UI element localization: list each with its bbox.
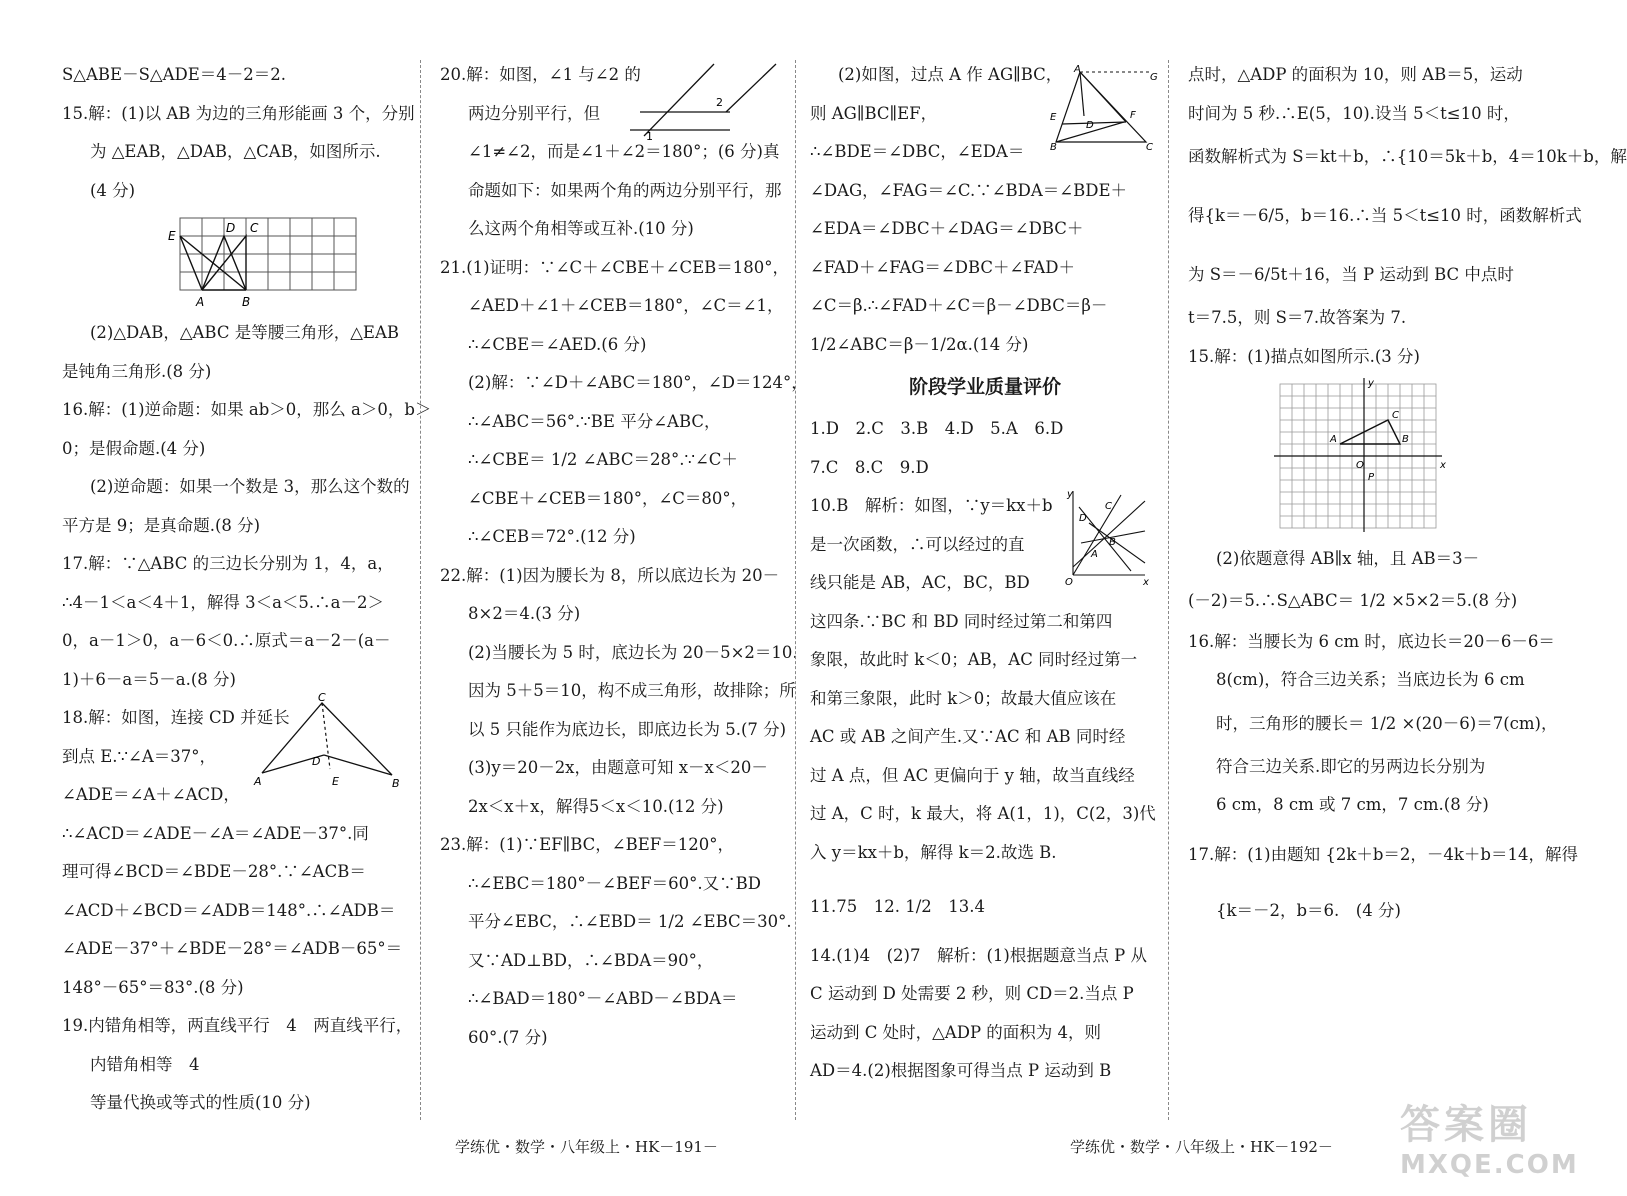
point-label: C (1105, 501, 1112, 512)
text-line: (2)解：∵∠D＋∠ABC＝180°，∠D＝124°， (468, 373, 808, 392)
text-line: 1.D 2.C 3.B 4.D 5.A 6.D (810, 419, 1064, 438)
point-label: B (1050, 142, 1057, 153)
text-line: ∠CBE＋∠CEB＝180°，∠C＝80°， (468, 488, 748, 508)
text-line: ∴∠BDE＝∠DBC，∠EDA＝ (810, 142, 1025, 161)
text-line: 22.解：(1)因为腰长为 8，所以底边长为 20－ (440, 565, 780, 585)
text-line: AD＝4.(2)根据图象可得当点 P 运动到 B (810, 1061, 1112, 1080)
text-line: 1)＋6－a＝5－a.(8 分) (62, 669, 236, 689)
text-line: 为 S＝－6/5t＋16，当 P 运动到 BC 中点时 (1188, 265, 1514, 284)
text-line: ∴∠ABC＝56°.∵BE 平分∠ABC， (468, 411, 721, 431)
text-line: 内错角相等 4 (90, 1054, 200, 1074)
text-line: 则 AG∥BC∥EF， (810, 103, 938, 123)
text-line: 和第三象限，此时 k＞0；故最大值应该在 (810, 688, 1117, 708)
text-line: ∴∠CBE＝ 1/2 ∠ABC＝28°.∵∠C＋ (468, 450, 738, 469)
text-line: 到点 E.∵∠A＝37°， (62, 746, 217, 766)
text-line: 时间为 5 秒.∴E(5，10).设当 5＜t≤10 时， (1188, 103, 1520, 123)
text-line: 平方是 9；是真命题.(8 分) (62, 515, 261, 535)
text-line: 以 5 只能作为底边长，即底边长为 5.(7 分) (468, 719, 787, 739)
column-2 (440, 56, 808, 1057)
point-label: A (1330, 434, 1337, 445)
section-heading: 阶段学业质量评价 (908, 376, 1061, 398)
point-label: F (1130, 110, 1136, 121)
triangle-figure-18 (252, 693, 402, 789)
point-label: G (1150, 72, 1158, 83)
text-line: 入 y＝kx＋b，解得 k＝2.故选 B. (810, 842, 1057, 862)
text-line: 等量代换或等式的性质(10 分) (90, 1093, 311, 1112)
text-line: 函数解析式为 S＝kt＋b，∴{10＝5k＋b，4＝10k＋b，解 (1188, 147, 1627, 166)
linear-function-figure (1065, 487, 1151, 587)
text-line: 是一次函数，∴可以经过的直 (810, 534, 1025, 554)
point-label: E (332, 775, 339, 788)
text-line: 16.解：当腰长为 6 cm 时，底边长＝20－6－6＝ (1188, 631, 1555, 651)
text-line: 这四条.∵BC 和 BD 同时经过第二和第四 (810, 611, 1113, 631)
point-label: E (168, 229, 176, 243)
text-line: ∠FAD＋∠FAG＝∠DBC＋∠FAD＋ (810, 257, 1076, 277)
watermark-url: MXQE.COM (1400, 1150, 1579, 1180)
text-line: 理可得∠BCD＝∠BDE－28°.∵∠ACB＝ (62, 862, 366, 881)
point-label: B (1109, 537, 1116, 548)
text-line: ∠ADE＝∠A＋∠ACD， (62, 785, 240, 804)
text-line: 16.解：(1)逆命题：如果 ab＞0，那么 a＞0，b＞ (62, 400, 432, 419)
text-line: C 运动到 D 处需要 2 秒，则 CD＝2.当点 P (810, 984, 1134, 1003)
watermark-text: 答案圈 (1400, 1102, 1532, 1148)
text-line: 23.解：(1)∵EF∥BC，∠BEF＝120°， (440, 835, 734, 854)
axis-label: y (1368, 378, 1374, 389)
text-line: 148°－65°＝83°.(8 分) (62, 977, 244, 997)
text-line: {k＝－2，b＝6. (4 分) (1216, 900, 1401, 920)
point-label: D (1086, 120, 1094, 131)
origin-label: O (1356, 460, 1364, 471)
page-footer-right: 学练优・数学・八年级上・HK－192－ (1070, 1138, 1333, 1156)
text-line: ∠DAG，∠FAG＝∠C.∵∠BDA＝∠BDE＋ (810, 180, 1128, 200)
text-line: (3)y＝20－2x，由题意可知 x－x＜20－ (468, 758, 768, 777)
triangle-figure-23 (1050, 64, 1160, 153)
text-line: 18.解：如图，连接 CD 并延长 (62, 708, 290, 727)
text-line: 时，三角形的腰长＝ 1/2 ×(20－6)＝7(cm)， (1216, 713, 1558, 733)
text-line: ∴∠BAD＝180°－∠ABD－∠BDA＝ (468, 989, 738, 1008)
text-line: 因为 5＋5＝10，构不成三角形，故排除；所 (468, 681, 796, 700)
text-line: ∠ADE－37°＋∠BDE－28°＝∠ADB－65°＝ (62, 939, 403, 958)
text-line: 线只能是 AB，AC，BC，BD (810, 573, 1030, 592)
text-line: (2)逆命题：如果一个数是 3，那么这个数的 (90, 477, 410, 496)
column-3 (810, 56, 1160, 1091)
text-line: 8(cm)，符合三边关系；当底边长为 6 cm (1216, 670, 1525, 689)
point-label: C (318, 691, 326, 704)
text-line: 符合三边关系.即它的另两边长分别为 (1216, 756, 1486, 776)
text-line: 21.(1)证明：∵∠C＋∠CBE＋∠CEB＝180°， (440, 257, 790, 277)
column-divider (420, 60, 421, 1120)
text-line: 运动到 C 处时，△ADP 的面积为 4，则 (810, 1022, 1102, 1042)
axis-label: y (1067, 489, 1073, 500)
text-line: (4 分) (90, 180, 136, 200)
text-line: ∴∠EBC＝180°－∠BEF＝60°.又∵BD (468, 873, 761, 893)
text-line: 平分∠EBC，∴∠EBD＝ 1/2 ∠EBC＝30°. (468, 912, 792, 931)
text-line: 11.75 12. 1/2 13.4 (810, 897, 986, 916)
text-line: 15.解：(1)以 AB 为边的三角形能画 3 个，分别 (62, 103, 415, 123)
text-line: ∠1≠∠2，而是∠1＋∠2＝180°；(6 分)真 (468, 142, 780, 161)
text-line: ∠ACD＋∠BCD＝∠ADB＝148°.∴∠ADB＝ (62, 900, 396, 920)
parallel-angles-figure (630, 64, 780, 144)
text-line: (2)△DAB，△ABC 是等腰三角形，△EAB (90, 323, 400, 342)
point-label: P (1368, 472, 1375, 483)
text-line: (2)如图，过点 A 作 AG∥BC， (838, 65, 1063, 84)
text-line: 两边分别平行，但 (468, 103, 600, 123)
coordinate-grid-figure (1188, 376, 1532, 540)
text-line: 14.(1)4 (2)7 解析：(1)根据题意当点 P 从 (810, 945, 1147, 965)
text-line: 点时，△ADP 的面积为 10，则 AB＝5，运动 (1188, 65, 1523, 84)
text-line: AC 或 AB 之间产生.又∵AC 和 AB 同时经 (810, 727, 1126, 746)
text-line: 象限，故此时 k＜0；AB，AC 同时经过第一 (810, 650, 1138, 669)
text-line: 命题如下：如果两个角的两边分别平行，那 (468, 180, 782, 200)
text-line: 1/2∠ABC＝β－1/2α.(14 分) (810, 334, 1029, 354)
text-line: 是钝角三角形.(8 分) (62, 361, 212, 381)
column-divider (1168, 60, 1169, 1120)
point-label: B (242, 295, 251, 309)
point-label: C (1146, 142, 1153, 153)
text-line: t＝7.5，则 S＝7.故答案为 7. (1188, 308, 1407, 327)
point-label: E (1050, 112, 1057, 123)
point-label: C (250, 221, 259, 235)
angle-label: 2 (716, 96, 723, 109)
text-line: 得{k＝－6/5，b＝16.∴当 5＜t≤10 时，函数解析式 (1188, 206, 1582, 225)
point-label: D (226, 221, 236, 235)
text-line: ∴∠ACD＝∠ADE－∠A＝∠ADE－37°.同 (62, 823, 369, 843)
text-line: 为 △EAB，△DAB，△CAB，如图所示. (90, 142, 381, 161)
point-label: A (1074, 64, 1081, 75)
text-line: 又∵AD⊥BD，∴∠BDA＝90°， (468, 950, 714, 970)
text-line: 2x＜x＋x，解得5＜x＜10.(12 分) (468, 796, 724, 816)
point-label: A (254, 775, 262, 788)
text-line: ∴∠CBE＝∠AED.(6 分) (468, 334, 647, 354)
text-line: 10.B 解析：如图，∵y＝kx＋b (810, 496, 1053, 515)
axis-label: x (1143, 577, 1149, 588)
text-line: 6 cm，8 cm 或 7 cm，7 cm.(8 分) (1216, 795, 1489, 814)
grid-triangle-figure (62, 210, 400, 314)
text-line: 20.解：如图，∠1 与∠2 的 (440, 65, 641, 84)
point-label: C (1392, 410, 1399, 421)
point-label: A (196, 295, 205, 309)
text-line: 过 A 点，但 AC 更偏向于 y 轴，故当直线经 (810, 765, 1135, 785)
text-line: S△ABE－S△ADE＝4－2＝2. (62, 65, 286, 84)
column-4 (1188, 56, 1627, 937)
spacer (810, 927, 1160, 937)
text-line: 19.内错角相等，两直线平行 4 两直线平行， (62, 1016, 413, 1035)
text-line: ∠C＝β.∴∠FAD＋∠C＝β－∠DBC＝β－ (810, 296, 1108, 315)
origin-label: O (1065, 577, 1073, 588)
text-line: (2)依题意得 AB∥x 轴，且 AB＝3－ (1216, 549, 1480, 568)
point-label: B (1402, 434, 1409, 445)
text-line: 过 A，C 时，k 最大，将 A(1，1)，C(2，3)代 (810, 804, 1156, 823)
text-line: 8×2＝4.(3 分) (468, 604, 581, 623)
text-line: (2)当腰长为 5 时，底边长为 20－5×2＝10. (468, 642, 798, 662)
text-line: 0，a－1＞0，a－6＜0.∴原式＝a－2－(a－ (62, 631, 391, 650)
page-footer-left: 学练优・数学・八年级上・HK－191－ (455, 1138, 718, 1156)
watermark-logo (1400, 1100, 1580, 1192)
text-line: ∠EDA＝∠DBC＋∠DAG＝∠DBC＋ (810, 219, 1084, 238)
text-line: 17.解：(1)由题知 {2k＋b＝2，－4k＋b＝14，解得 (1188, 844, 1578, 864)
point-label: A (1091, 549, 1098, 560)
axis-label: x (1440, 460, 1446, 471)
text-line: 7.C 8.C 9.D (810, 457, 929, 477)
column-divider (795, 60, 796, 1120)
point-label: D (1079, 513, 1087, 524)
text-line: 60°.(7 分) (468, 1027, 548, 1047)
text-line: 么这两个角相等或互补.(10 分) (468, 219, 694, 238)
point-label: B (392, 777, 400, 790)
text-line: (－2)＝5.∴S△ABC＝ 1/2 ×5×2＝5.(8 分) (1188, 590, 1518, 610)
text-line: 0；是假命题.(4 分) (62, 438, 206, 458)
angle-label: 1 (646, 130, 653, 143)
text-line: ∴4－1＜a＜4＋1，解得 3＜a＜5.∴a－2＞ (62, 592, 384, 612)
spacer (810, 872, 1160, 888)
text-line: ∴∠CEB＝72°.(12 分) (468, 527, 636, 546)
point-label: D (312, 755, 321, 768)
column-1 (62, 56, 432, 1123)
text-line: 17.解：∵△ABC 的三边长分别为 1，4，a， (62, 554, 394, 573)
text-line: 15.解：(1)描点如图所示.(3 分) (1188, 346, 1420, 366)
text-line: ∠AED＋∠1＋∠CEB＝180°，∠C＝∠1， (468, 296, 784, 315)
